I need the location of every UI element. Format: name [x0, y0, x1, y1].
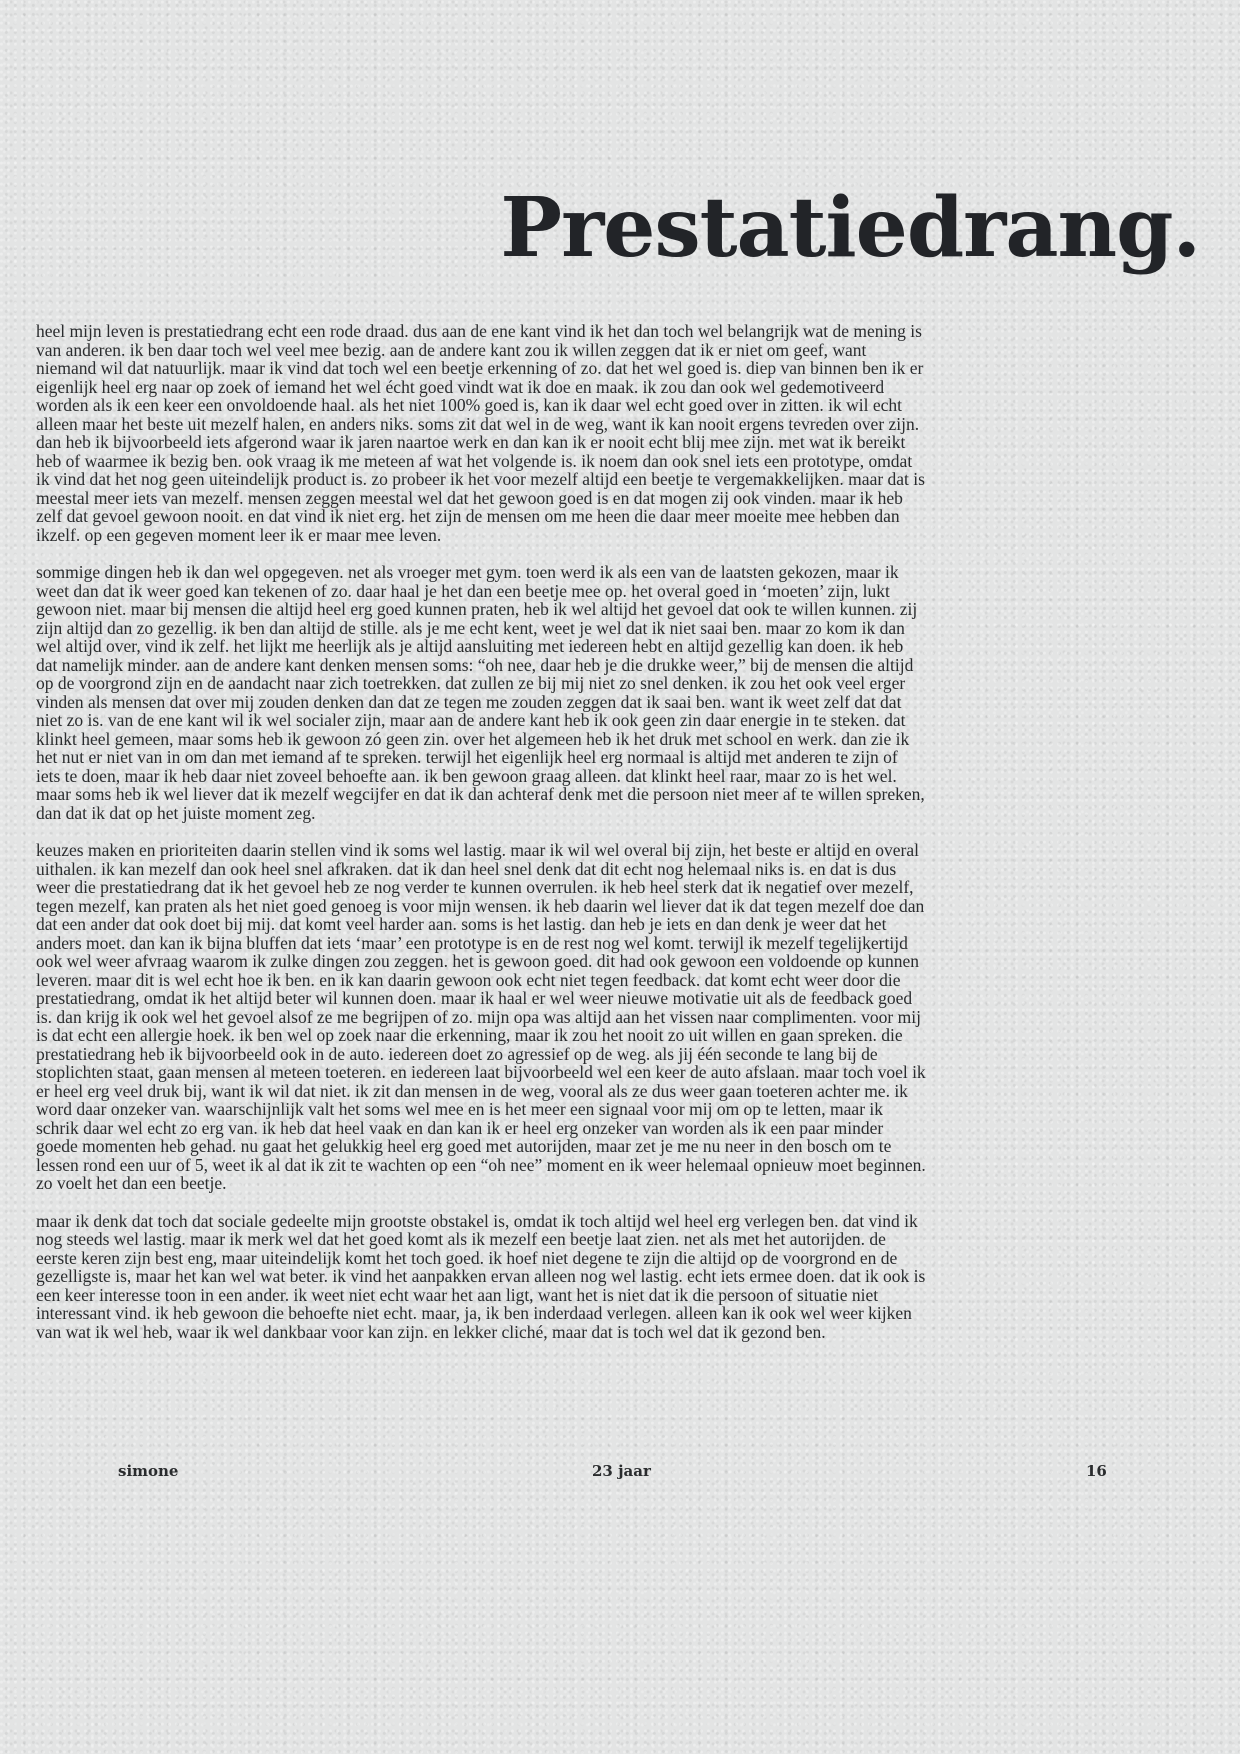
page-title: Prestatiedrang.	[500, 180, 1200, 276]
paragraph-3: keuzes maken en prioriteiten daarin stellen vind ik soms wel lastig. maar ik wil wel overal bij zijn, het beste er altijd en overal uithalen. ik kan mezelf dan ook heel snel afkraken. dat ik dan heel snel denk dat dit echt nog helemaal niks is. en dat is dus weer die prestatiedrang dat ik het gevoel heb ze nog verder te kunnen overrulen. ik heb heel sterk dat ik negatief over mezelf, tegen mezelf, kan praten als het niet goed genoeg is voor mijn wensen. ik heb daarin wel liever dat ik dat tegen mezelf doe dan dat een ander dat ook doet bij mij. dat komt veel harder aan. soms is het lastig. dan heb je iets en dan denk je weer dat het anders moet. dan kan ik bijna bluffen dat iets ‘maar’ een prototype is en de rest nog wel komt. terwijl ik mezelf tegelijkertijd ook wel weer afvraag waarom ik zulke dingen zou zeggen. het is gewoon goed. dit had ook gewoon een voldoende op kunnen leveren. maar dit is wel echt hoe ik ben. en ik kan daarin gewoon ook echt niet tegen feedback. dat komt echt weer door die prestatiedrang, omdat ik het altijd beter wil kunnen doen. maar ik haal er wel weer nieuwe motivatie uit als de feedback goed is. dan krijg ik ook wel het gevoel alsof ze me begrijpen of zo. mijn opa was altijd aan het vissen naar complimenten. voor mij is dat echt een allergie hoek. ik ben wel op zoek naar die erkenning, maar ik zou het nooit zo uit willen en gaan spreken. die prestatiedrang heb ik bijvoorbeeld ook in de auto. iedereen doet zo agressief op de weg. als jij één seconde te lang bij de stoplichten staat, gaan mensen al meteen toeteren. en iedereen laat bijvoorbeeld wel een keer de auto afslaan. maar toch voel ik er heel erg veel druk bij, want ik wil dat niet. ik zit dan mensen in de weg, vooral als ze dus weer gaan toeteren achter me. ik word daar onzeker van. waarschijnlijk valt het soms wel mee en is het meer een signaal voor mij om op te letten, maar ik schrik daar wel echt zo erg van. ik heb dat heel vaak en dan kan ik er heel erg onzeker van worden als ik een paar minder goede momenten heb gehad. nu gaat het gelukkig heel erg goed met autorijden, maar zet je me nu neer in den bosch om te lessen rond een uur of 5, weet ik al dat ik zit te wachten op een “oh nee” moment en ik weer helemaal opnieuw moet beginnen. zo voelt het dan een beetje.	[36, 840, 926, 1193]
paragraph-4: maar ik denk dat toch dat sociale gedeelte mijn grootste obstakel is, omdat ik toch altijd wel heel erg verlegen ben. dat vind ik nog steeds wel lastig. maar ik merk wel dat het goed komt als ik mezelf een beetje laat zien. net als met het autorijden. de eerste keren zijn best eng, maar uiteindelijk komt het toch goed. ik hoef niet degene te zijn die altijd op de voorgrond en de gezelligste is, maar het kan wel wat beter. ik vind het aanpakken ervan alleen nog wel lastig. echt iets ermee doen. dat ik ook is een keer interesse toon in een ander. ik weet niet echt waar het aan ligt, want het is niet dat ik die persoon of situatie niet interessant vind. ik heb gewoon die behoefte niet echt. maar, ja, ik ben inderdaad verlegen. alleen kan ik ook wel weer kijken van wat ik wel heb, waar ik wel dankbaar voor kan zijn. en lekker cliché, maar dat is toch wel dat ik gezond ben.	[36, 1210, 926, 1342]
footer-author-age: 23 jaar	[592, 1462, 651, 1480]
article-body	[36, 322, 926, 1360]
page-number: 16	[1086, 1462, 1107, 1480]
paragraph-1: heel mijn leven is prestatiedrang echt een rode draad. dus aan de ene kant vind ik het dan toch wel belangrijk wat de mening is van anderen. ik ben daar toch wel veel mee bezig. aan de andere kant zou ik willen zeggen dat ik er niet om geef, want niemand wil dat natuurlijk. maar ik vind dat toch wel een beetje erkenning of zo. dat het wel goed is. diep van binnen ben ik er eigenlijk heel erg naar op zoek of iemand het wel écht goed vindt wat ik doe en maak. ik zou dan ook wel gedemotiveerd worden als ik een keer een onvoldoende haal. als het niet 100% goed is, kan ik daar wel echt goed over in zitten. ik wil echt alleen maar het beste uit mezelf halen, en anders niks. soms zit dat wel in de weg, want ik kan nooit ergens tevreden over zijn. dan heb ik bijvoorbeeld iets afgerond waar ik jaren naartoe werk en dan kan ik er nooit echt blij mee zijn. met wat ik bereikt heb of waarmee ik bezig ben. ook vraag ik me meteen af wat het volgende is. ik noem dan ook snel iets een prototype, omdat ik vind dat het nog geen uiteindelijk product is. zo probeer ik het voor mezelf altijd een beetje te vergemakkelijken. maar dat is meestal meer iets van mezelf. mensen zeggen meestal wel dat het gewoon goed is en dat mogen zij ook vinden. maar ik heb zelf dat gevoel gewoon nooit. en dat vind ik niet erg. het zijn de mensen om me heen die daar meer moeite mee hebben dan ikzelf. op een gegeven moment leer ik er maar mee leven.	[36, 321, 925, 545]
paragraph-2: sommige dingen heb ik dan wel opgegeven. net als vroeger met gym. toen werd ik als een van de laatsten gekozen, maar ik weet dan dat ik weer goed kan tekenen of zo. daar haal je het dan een beetje mee op. het overal goed in ‘moeten’ zijn, lukt gewoon niet. maar bij mensen die altijd heel erg goed kunnen praten, heb ik wel altijd het gevoel dat ook te willen kunnen. zij zijn altijd dan zo gezellig. ik ben dan altijd de stille. als je me echt kent, weet je wel dat ik niet saai ben. maar zo kom ik dan wel altijd over, vind ik zelf. het lijkt me heerlijk als je altijd aansluiting met iedereen hebt en altijd gezellig kan doen. ik heb dat namelijk minder. aan de andere kant denken mensen soms: “oh nee, daar heb je die drukke weer,” bij de mensen die altijd op de voorgrond zijn en de aandacht naar zich toetrekken. dat zullen ze bij mij niet zo snel denken. ik zou het ook veel erger vinden als mensen dat over mij zouden denken dan dat ze tegen me zouden zeggen dat ik saai ben. want ik weet zelf dat dat niet zo is. van de ene kant wil ik wel socialer zijn, maar aan de andere kant heb ik ook geen zin daar energie in te steken. dat klinkt heel gemeen, maar soms heb ik gewoon zó geen zin. over het algemeen heb ik het druk met school en werk. dan zie ik het nut er niet van in om dan met iemand af te spreken. terwijl het eigenlijk heel erg normaal is altijd met anderen te zijn of iets te doen, maar ik heb daar niet zoveel behoefte aan. ik ben gewoon graag alleen. dat klinkt heel raar, maar zo is het wel. maar soms heb ik wel liever dat ik mezelf wegcijfer en dat ik dan achteraf denk met die persoon niet meer af te willen spreken, dan dat ik dat op het juiste moment zeg.	[36, 562, 925, 823]
footer-author-name: simone	[118, 1462, 179, 1480]
